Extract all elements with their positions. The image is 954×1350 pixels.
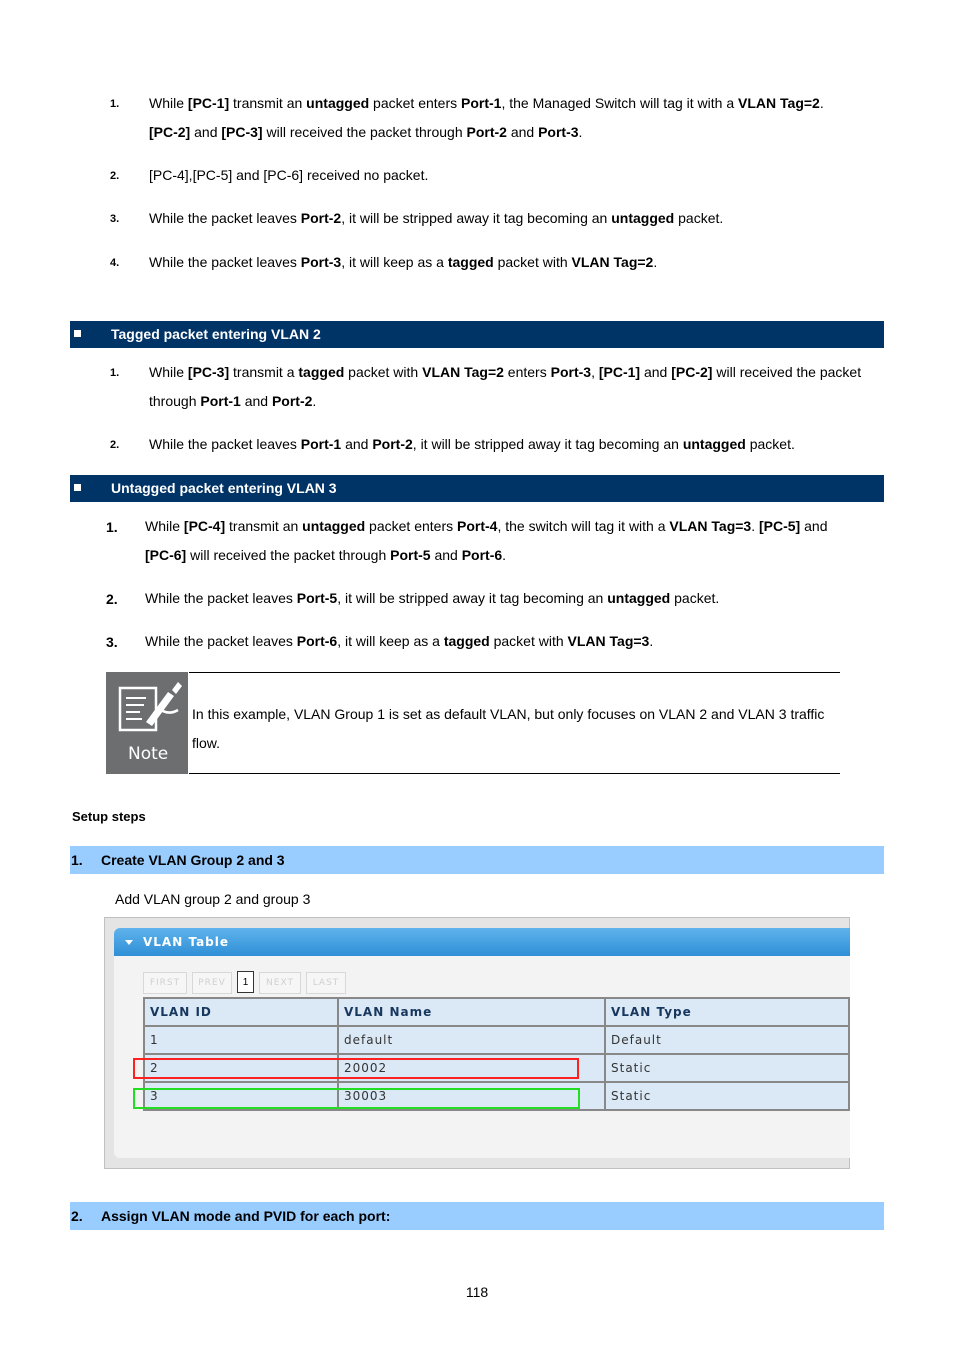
list-number: 2. xyxy=(110,439,120,451)
collapse-triangle-icon[interactable] xyxy=(125,940,133,945)
bold-term: VLAN Tag=2 xyxy=(571,254,654,270)
step-title: Create VLAN Group 2 and 3 xyxy=(101,852,285,868)
bold-term: Port-2 xyxy=(271,393,313,409)
bold-term: VLAN Tag=3 xyxy=(567,633,650,649)
note-text: In this example, VLAN Group 1 is set as default VLAN, but only focuses on VLAN 2 and VLAN 3 traffic flow. xyxy=(192,706,825,751)
cell-vlan-id: 2 xyxy=(144,1054,338,1082)
cell-vlan-type: Static xyxy=(605,1054,849,1082)
bold-term: Port-2 xyxy=(466,124,507,140)
bold-term: untagged xyxy=(302,518,366,534)
cell-vlan-name: default xyxy=(338,1026,605,1054)
list-item: While the packet leaves Port-6, it will keep as a tagged packet with VLAN Tag=3. xyxy=(145,633,654,649)
list-item: While [PC-4] transmit an untagged packet enters Port-4, the switch will tag it with a VLAN Tag=3. [PC-5] and xyxy=(145,518,828,534)
bold-term: [PC-4] xyxy=(183,518,226,534)
list-number: 3. xyxy=(106,634,118,650)
bold-term: [PC-1] xyxy=(598,364,641,380)
bold-term: untagged xyxy=(607,590,671,606)
list-number: 4. xyxy=(110,257,120,269)
bold-term: [PC-6] xyxy=(145,547,187,563)
note-icon-label: Note xyxy=(128,744,169,764)
bold-term: Port-1 xyxy=(200,393,241,409)
bold-term: Port-3 xyxy=(300,254,342,270)
bold-term: untagged xyxy=(611,210,675,226)
bold-term: VLAN Tag=3 xyxy=(669,518,752,534)
step-caption: Add VLAN group 2 and group 3 xyxy=(115,891,311,907)
cell-vlan-id: 3 xyxy=(144,1082,338,1110)
setup-steps-heading: Setup steps xyxy=(72,809,146,824)
cell-vlan-name: 30003 xyxy=(338,1082,605,1110)
note-icon xyxy=(106,672,188,774)
bold-term: untagged xyxy=(682,436,746,452)
bold-term: tagged xyxy=(443,633,490,649)
column-header-vlan-id[interactable]: VLAN ID xyxy=(144,998,338,1026)
step-number: 2. xyxy=(71,1208,83,1224)
cell-vlan-type: Default xyxy=(605,1026,849,1054)
bold-term: Port-3 xyxy=(550,364,592,380)
bullet-square-icon xyxy=(74,330,81,337)
list-item: While the packet leaves Port-1 and Port-2, it will be stripped away it tag becoming an untagged packet. xyxy=(149,436,795,452)
pager-prev-button[interactable]: PREV xyxy=(192,972,232,994)
page-number: 118 xyxy=(465,1284,489,1300)
list-item: While the packet leaves Port-3, it will keep as a tagged packet with VLAN Tag=2. xyxy=(149,254,658,270)
list-item: [PC-4],[PC-5] and [PC-6] received no packet. xyxy=(149,167,429,183)
list-item: While [PC-3] transmit a tagged packet with VLAN Tag=2 enters Port-3, [PC-1] and [PC-2] will received the packet xyxy=(149,364,862,380)
list-number: 1. xyxy=(110,367,120,379)
cell-vlan-name: 20002 xyxy=(338,1054,605,1082)
bold-term: Port-1 xyxy=(300,436,342,452)
bold-term: VLAN Tag=2 xyxy=(422,364,504,380)
column-header-vlan-type[interactable]: VLAN Type xyxy=(605,998,849,1026)
list-number: 2. xyxy=(106,591,118,607)
bold-term: Port-2 xyxy=(372,436,413,452)
pager-first-button[interactable]: FIRST xyxy=(143,972,187,994)
list-item: While the packet leaves Port-5, it will be stripped away it tag becoming an untagged packet. xyxy=(145,590,720,606)
bold-term: [PC-5] xyxy=(759,518,801,534)
column-header-vlan-name[interactable]: VLAN Name xyxy=(338,998,605,1026)
step-number: 1. xyxy=(71,852,83,868)
bold-term: Port-6 xyxy=(296,633,338,649)
bold-term: untagged xyxy=(306,95,370,111)
pager-current-page[interactable]: 1 xyxy=(237,971,254,993)
bold-term: Port-3 xyxy=(538,124,579,140)
bold-term: tagged xyxy=(298,364,345,380)
bold-term: Port-4 xyxy=(457,518,498,534)
section-title: Tagged packet entering VLAN 2 xyxy=(111,326,321,342)
list-item-continuation: [PC-6] will received the packet through Port-5 and Port-6. xyxy=(145,547,507,563)
pager-last-button[interactable]: LAST xyxy=(306,972,346,994)
list-number: 1. xyxy=(106,519,118,535)
list-item: While [PC-1] transmit an untagged packet enters Port-1, the Managed Switch will tag it with a VLAN Tag=2. xyxy=(149,95,824,111)
step-header-2 xyxy=(70,1202,884,1230)
pager-next-button[interactable]: NEXT xyxy=(259,972,301,994)
highlight-box-vlan3 xyxy=(133,1088,580,1109)
note-bottom-rule xyxy=(189,773,840,774)
bold-term: Port-2 xyxy=(300,210,342,226)
list-number: 3. xyxy=(110,213,120,225)
cell-vlan-type: Static xyxy=(605,1082,849,1110)
note-top-rule xyxy=(189,672,840,673)
section-header-tagged xyxy=(70,321,884,348)
step-title: Assign VLAN mode and PVID for each port: xyxy=(101,1208,391,1224)
bold-term: Port-1 xyxy=(461,95,502,111)
list-item-continuation: [PC-2] and [PC-3] will received the packet through Port-2 and Port-3. xyxy=(149,124,583,140)
bold-term: VLAN Tag=2 xyxy=(738,95,820,111)
section-header-untagged xyxy=(70,475,884,502)
bold-term: Port-6 xyxy=(461,547,503,563)
section-title: Untagged packet entering VLAN 3 xyxy=(111,480,337,496)
bold-term: Port-5 xyxy=(296,590,338,606)
bold-term: [PC-2] xyxy=(149,124,191,140)
table-row[interactable] xyxy=(144,1026,849,1054)
list-item-continuation: through Port-1 and Port-2. xyxy=(149,393,317,409)
step-header-1 xyxy=(70,846,884,874)
bold-term: [PC-3] xyxy=(221,124,263,140)
bold-term: tagged xyxy=(447,254,494,270)
bold-term: [PC-2] xyxy=(671,364,713,380)
cell-vlan-id: 1 xyxy=(144,1026,338,1054)
bold-term: Port-5 xyxy=(390,547,431,563)
highlight-box-vlan2 xyxy=(133,1058,579,1079)
bold-term: [PC-1] xyxy=(187,95,230,111)
list-item: While the packet leaves Port-2, it will be stripped away it tag becoming an untagged packet. xyxy=(149,210,724,226)
bold-term: [PC-3] xyxy=(187,364,230,380)
list-number: 1. xyxy=(110,98,120,110)
vlan-table-title: VLAN Table xyxy=(143,935,230,949)
bullet-square-icon xyxy=(74,484,81,491)
table-header-row xyxy=(144,998,849,1026)
list-number: 2. xyxy=(110,170,120,182)
